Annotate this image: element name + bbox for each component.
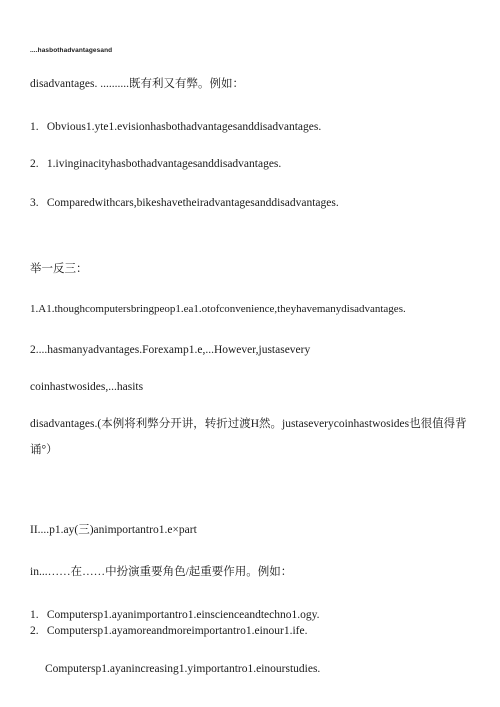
example-text: Computersp1.ayanimportantro1.einscienceandtechno1.ogy.	[46, 609, 320, 621]
paragraph-2: 2....hasmanyadvantages.Forexamp1.e,...However,justasevery	[30, 344, 311, 356]
example-number: 3.	[30, 197, 39, 209]
paragraph-1: 1.A1.thoughcomputersbringpeop1.ea1.otofconvenience,theyhavemanydisadvantages.	[30, 303, 406, 315]
intro-line: disadvantages. ..........既有利又有弊。例如：	[30, 78, 245, 90]
paragraph-3: coinhastwosides,...hasits	[30, 381, 144, 393]
example-1-1	[30, 120, 321, 134]
section-2-intro: in...……在……中扮演重要角色/起重要作用。例如：	[30, 566, 293, 578]
example-number: 2.	[30, 625, 39, 637]
example-1-2	[30, 157, 281, 171]
example-number: 1.	[30, 609, 39, 621]
paragraph-4: disadvantages.(本例将利弊分开讲，转折过渡H然。justaseverycoinhastwosides也很值得背诵°）	[30, 418, 467, 456]
example-text: Computersp1.ayamoreandmoreimportantro1.einour1.ife.	[46, 625, 308, 637]
section-label: 举一反三：	[30, 263, 88, 275]
section-2-title: II....p1.ay(三)animportantro1.e×part	[30, 524, 197, 536]
example-number: 2.	[30, 158, 39, 170]
final-line: Computersp1.ayanincreasing1.yimportantro1.einourstudies.	[45, 663, 321, 675]
example-text: Obvious1.yte1.evisionhasbothadvantagesanddisadvantages.	[46, 121, 322, 133]
example-text: Comparedwithcars,bikeshavetheiradvantagesanddisadvantages.	[46, 197, 339, 209]
example-2-1	[30, 608, 320, 622]
example-text: 1.ivinginacityhasbothadvantagesanddisadvantages.	[46, 158, 282, 170]
example-1-3	[30, 196, 339, 210]
section-heading: ....hasbothadvantagesand	[30, 47, 113, 54]
example-2-2	[30, 624, 307, 638]
example-number: 1.	[30, 121, 39, 133]
